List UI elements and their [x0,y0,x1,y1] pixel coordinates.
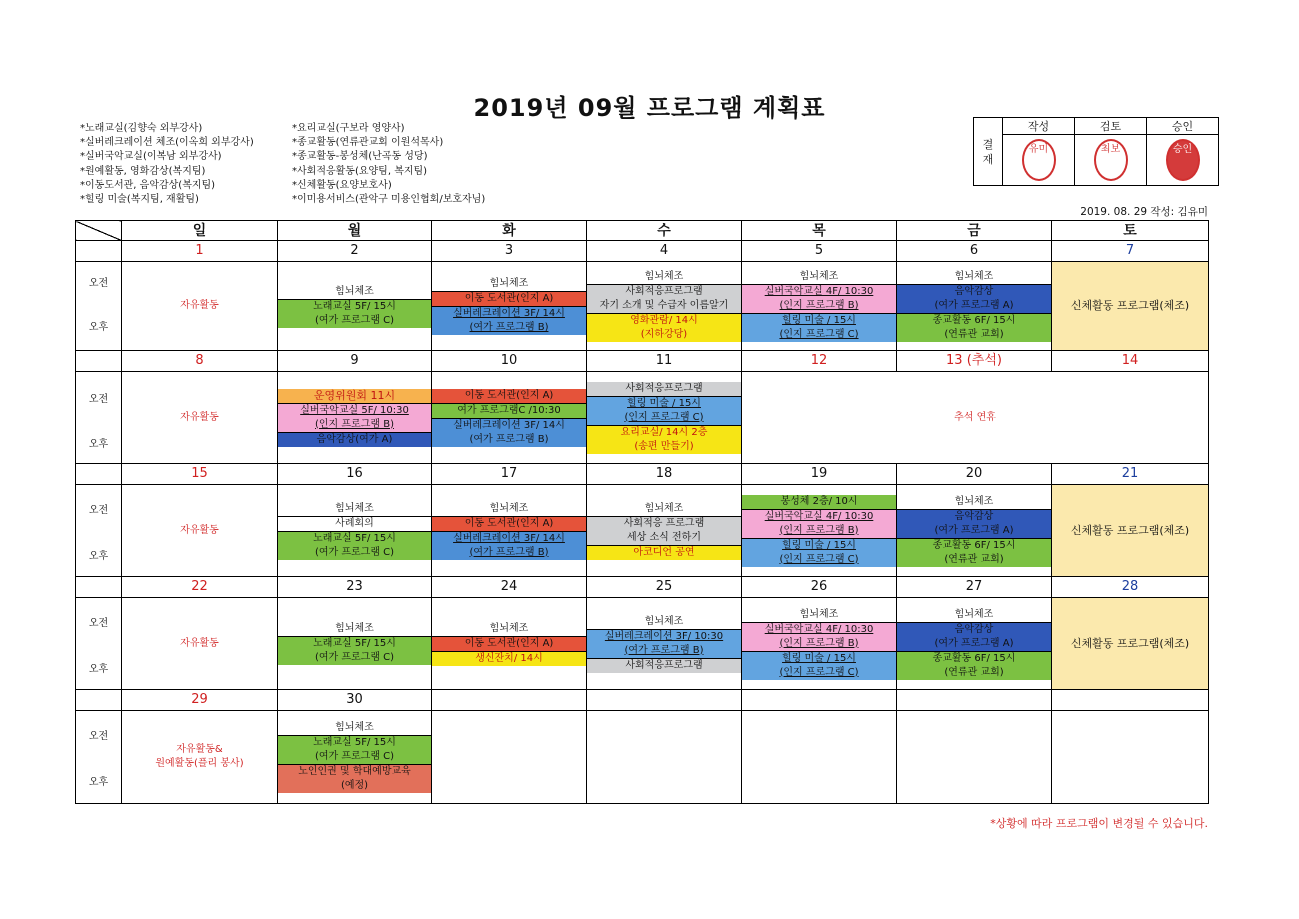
day-header: 일 [122,221,278,241]
legend-item: *실버국악교실(이복남 외부강사) [80,151,222,163]
date-number: 21 [1052,464,1209,485]
legend-item: *실버레크레이션 체조(이옥희 외부강사) [80,137,254,149]
date-row [76,351,1209,372]
day-header: 월 [278,221,432,241]
thursday-cell: 힘뇌체조 실버국악교실 4F/ 10:30 (인지 프로그램 B) 힐링 미술 / 15시 (인지 프로그램 C) [742,262,897,351]
legend-item: *원예활동, 영화감상(복지팀) [80,165,206,177]
legend-right [292,122,485,207]
date-row [76,464,1209,485]
signature-cell [1075,135,1147,186]
holiday-cell: 추석 연휴 [742,372,1209,464]
empty-cell [1052,711,1209,804]
date-number: 14 [1052,351,1209,372]
time-labels: 오전 오후 [76,262,122,351]
wednesday-cell: 힘뇌체조 사회적응프로그램 자기 소개 및 수급자 이름알기 영화관람/ 14시 (지하강당) [587,262,742,351]
date-number: 28 [1052,577,1209,598]
date-number: 1 [122,241,278,262]
approval-header-review: 검토 [1075,118,1147,135]
date-number: 16 [278,464,432,485]
date-number: 2 [278,241,432,262]
date-number: 12 [742,351,897,372]
date-row [76,241,1209,262]
date-number: 5 [742,241,897,262]
signature-cell [1003,135,1075,186]
date-number: 17 [432,464,587,485]
legend-left [80,122,254,207]
wednesday-cell: 힘뇌체조 실버레크레이션 3F/ 10:30 (여가 프로그램 B) 사회적응프로그램 [587,598,742,690]
friday-cell: 힘뇌체조 음악감상 (여가 프로그램 A) 종교활동 6F/ 15시 (연류관 교회) [897,485,1052,577]
day-header: 화 [432,221,587,241]
thursday-cell: 힘뇌체조 실버국악교실 4F/ 10:30 (인지 프로그램 B) 힐링 미술 / 15시 (인지 프로그램 C) [742,598,897,690]
date-number: 7 [1052,241,1209,262]
monday-cell: 힘뇌체조 노래교실 5F/ 15시 (여가 프로그램 C) 노인인권 및 학대예방교육 (예정) [278,711,432,804]
date-number: 29 [122,690,278,711]
week-row [76,262,1209,351]
corner-cell [76,221,122,241]
date-number: 26 [742,577,897,598]
date-number: 22 [122,577,278,598]
monday-cell: 힘뇌체조 노래교실 5F/ 15시 (여가 프로그램 C) [278,598,432,690]
date-number: 20 [897,464,1052,485]
time-labels: 오전 오후 [76,711,122,804]
date-number: 24 [432,577,587,598]
date-row [76,690,1209,711]
saturday-cell: 신체활동 프로그램(체조) [1052,485,1209,577]
approval-header-write: 작성 [1003,118,1075,135]
sunday-cell: 자유활동 [122,598,278,690]
date-number: 27 [897,577,1052,598]
day-header: 토 [1052,221,1209,241]
saturday-cell: 신체활동 프로그램(체조) [1052,598,1209,690]
friday-cell: 힘뇌체조 음악감상 (여가 프로그램 A) 종교활동 6F/ 15시 (연류관 교회) [897,262,1052,351]
date-number: 19 [742,464,897,485]
sunday-cell: 자유활동 [122,485,278,577]
tuesday-cell: 힘뇌체조 이동 도서관(인지 A) 실버레크레이션 3F/ 14시 (여가 프로그램 B) [432,262,587,351]
sunday-cell: 자유활동& 원예활동(플리 봉사) [122,711,278,804]
footnote: *상황에 따라 프로그램이 변경될 수 있습니다. [990,817,1208,830]
date-number: 30 [278,690,432,711]
date-number: 3 [432,241,587,262]
legend-item: *신체활동(요양보호사) [292,179,392,191]
friday-cell: 힘뇌체조 음악감상 (여가 프로그램 A) 종교활동 6F/ 15시 (연류관 교회) [897,598,1052,690]
date-number: 13 (추석) [897,351,1052,372]
approval-box [973,117,1219,186]
day-header-row [76,221,1209,241]
page-title: 2019년 09월 프로그램 계획표 [473,94,826,122]
wednesday-cell: 힘뇌체조 사회적응 프로그램 세상 소식 전하기 아코디언 공연 [587,485,742,577]
schedule-table [75,220,1209,804]
date-number: 23 [278,577,432,598]
seal-stamp: 승인 [1166,139,1200,181]
approval-side-label: 결 재 [974,118,1003,186]
week-row [76,485,1209,577]
seal-stamp: 최보 [1094,139,1128,181]
legend-item: *이동도서관, 음악감상(복지팀) [80,179,216,191]
day-header: 금 [897,221,1052,241]
date-number: 9 [278,351,432,372]
day-header: 수 [587,221,742,241]
monday-cell: 힘뇌체조 노래교실 5F/ 15시 (여가 프로그램 C) [278,262,432,351]
empty-cell [432,711,587,804]
monday-cell: 운영위원회 11시 실버국악교실 5F/ 10:30 (인지 프로그램 B) 음악감상(여가 A) [278,372,432,464]
date-number: 10 [432,351,587,372]
empty-cell [587,711,742,804]
approval-header-approve: 승인 [1147,118,1219,135]
empty-cell [897,711,1052,804]
week-row [76,598,1209,690]
day-header: 목 [742,221,897,241]
legend-item: *노래교실(김향숙 외부강사) [80,123,203,134]
legend-item: *힐링 미술(복지팀, 재활팀) [80,194,199,206]
date-number: 6 [897,241,1052,262]
sunday-cell: 자유활동 [122,262,278,351]
monday-cell: 힘뇌체조 사례회의 노래교실 5F/ 15시 (여가 프로그램 C) [278,485,432,577]
signature-cell [1147,135,1219,186]
legend-item: *종교활동-봉성체(난곡동 성당) [292,151,428,163]
thursday-cell: 봉성체 2층/ 10시 실버국악교실 4F/ 10:30 (인지 프로그램 B) 힐링 미술 / 15시 (인지 프로그램 C) [742,485,897,577]
date-number: 15 [122,464,278,485]
tuesday-cell: 힘뇌체조 이동 도서관(인지 A) 생신잔치/ 14시 [432,598,587,690]
legend-item: *이미용서비스(관악구 미용인협회/보호자님) [292,194,486,206]
week-row [76,372,1209,464]
sunday-cell: 자유활동 [122,372,278,464]
legend-item: *요리교실(구보라 영양사) [292,123,405,134]
saturday-cell: 신체활동 프로그램(체조) [1052,262,1209,351]
date-number: 11 [587,351,742,372]
date-number: 8 [122,351,278,372]
wednesday-cell: 사회적응프로그램 힐링 미술 / 15시 (인지 프로그램 C) 요리교실/ 14시 2층 (송편 만들기) [587,372,742,464]
time-labels: 오전 오후 [76,598,122,690]
tuesday-cell: 힘뇌체조 이동 도서관(인지 A) 실버레크레이션 3F/ 14시 (여가 프로그램 B) [432,485,587,577]
empty-cell [742,711,897,804]
legend-item: *종교활동(연류관교회 이원석목사) [292,137,444,149]
author-line: 2019. 08. 29 작성: 김유미 [1080,206,1208,218]
seal-stamp: 유미 [1022,139,1056,181]
time-labels: 오전 오후 [76,485,122,577]
date-row [76,577,1209,598]
date-number: 25 [587,577,742,598]
time-labels: 오전 오후 [76,372,122,464]
date-number: 18 [587,464,742,485]
week-row [76,711,1209,804]
legend-item: *사회적응활동(요양팀, 복지팀) [292,165,428,177]
date-number: 4 [587,241,742,262]
tuesday-cell: 이동 도서관(인지 A) 여가 프로그램C /10:30 실버레크레이션 3F/ 14시 (여가 프로그램 B) [432,372,587,464]
